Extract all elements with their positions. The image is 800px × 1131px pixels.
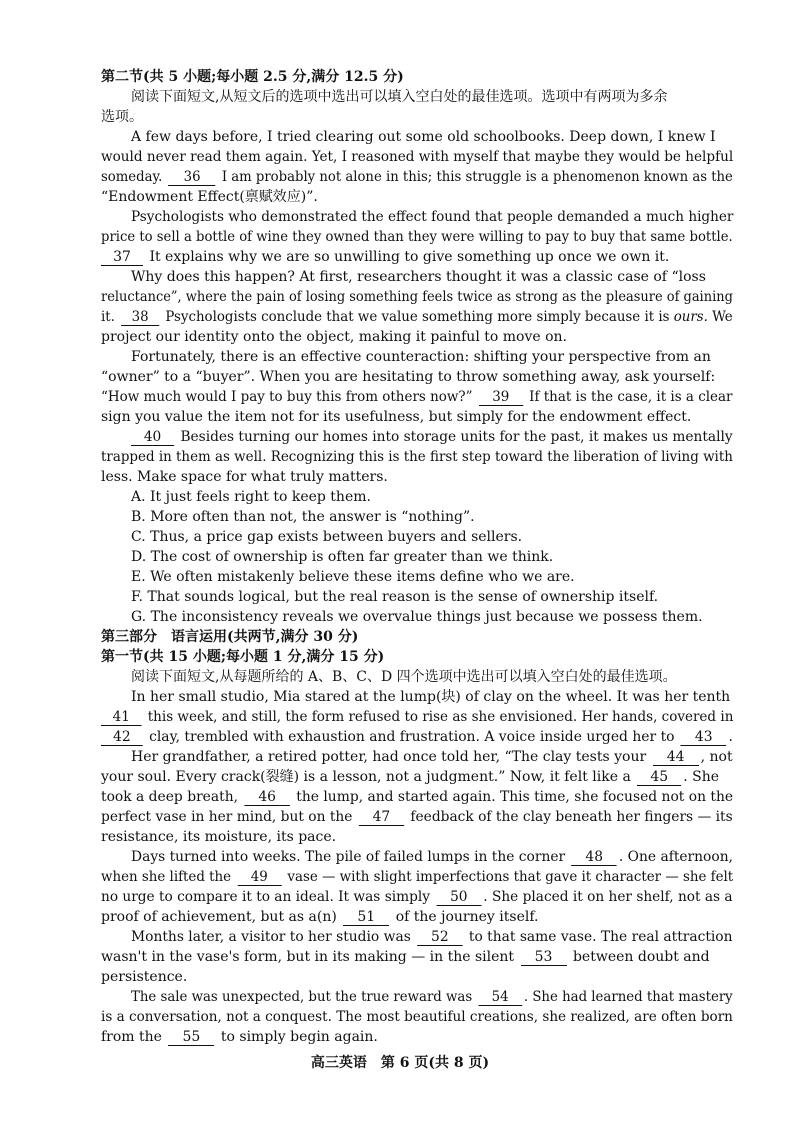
instruction-text: 阅读下面短文,从每题所给的 A、B、C、D 四个选项中选出可以填入空白处的最佳选项。 [131,669,677,685]
answer-blank-51: 51 [343,909,389,926]
section-heading: 第一节(共 15 小题;每小题 1 分,满分 15 分) [101,649,385,665]
answer-blank-37: 37 [101,249,143,266]
passage-line: wasn't in the vase's form, but in its making — in the silent 53 between doubt and [101,949,710,965]
passage-line: no urge to compare it to an ideal. It was simply 50 . She placed it on her shelf, not as a [101,889,733,905]
answer-blank-36: 36 [168,169,215,186]
answer-blank-42: 42 [101,729,143,746]
option-item: G. The inconsistency reveals we overvalue things just because we possess them. [131,609,703,625]
answer-blank-43: 43 [681,729,727,746]
option-item: F. That sounds logical, but the real reason is the sense of ownership itself. [131,589,659,605]
option-item: C. Thus, a price gap exists between buyers and sellers. [131,529,523,545]
passage-line: In her small studio, Mia stared at the lump(块) of clay on the wheel. It was her tenth [131,689,731,705]
passage-line: resistance, its moisture, its pace. [101,829,337,845]
answer-blank-44: 44 [653,749,699,766]
passage-line: 41 this week, and still, the form refused to rise as she envisioned. Her hands, covered in [101,708,733,727]
answer-blank-40: 40 [131,429,174,446]
section-heading: 第二节(共 5 小题;每小题 2.5 分,满分 12.5 分) [101,69,404,85]
passage-line: perfect vase in her mind, but on the 47 feedback of the clay beneath her fingers — its [101,809,733,825]
part-heading: 第三部分 语言运用(共两节,满分 30 分) [101,629,359,645]
answer-blank-48: 48 [572,849,617,866]
passage-line: persistence. [101,969,188,985]
passage-line: The sale was unexpected, but the true reward was 54 . She had learned that mastery [131,989,733,1005]
passage-line: “How much would I pay to buy this from others now?” 39 If that is the case, it is a clear [101,389,733,405]
passage-line: proof of achievement, but as a(n) 51 of the journey itself. [101,909,539,925]
passage-line: Fortunately, there is an effective counteraction: shifting your perspective from an [131,349,711,365]
answer-blank-49: 49 [237,869,281,886]
passage-line: Why does this happen? At first, researchers thought it was a classic case of “loss [131,269,706,285]
passage-line: from the 55 to simply begin again. [101,1029,378,1045]
instruction-text: 选项。 [101,109,143,125]
passage-line: someday. 36 I am probably not alone in this; this struggle is a phenomenon known as the [101,169,733,185]
option-item: D. The cost of ownership is often far greater than we think. [131,549,554,565]
page-footer: 高三英语 第 6 页(共 8 页) [310,1055,490,1071]
answer-blank-45: 45 [637,769,681,786]
answer-blank-46: 46 [244,789,289,806]
passage-line: it. 38 Psychologists conclude that we value something more simply because it is ours. We [101,309,733,325]
passage-line: sign you value the item not for its usefulness, but simply for the endowment effect. [101,409,692,425]
passage-line: when she lifted the 49 vase — with slight imperfections that gave it character — she felt [101,869,734,885]
answer-blank-50: 50 [436,889,481,906]
answer-blank-47: 47 [359,809,404,826]
passage-line: less. Make space for what truly matters. [101,469,388,485]
option-item: B. More often than not, the answer is “nothing”. [131,509,475,525]
passage-line: would never read them again. Yet, I reasoned with myself that maybe they would be helpful [101,149,734,165]
answer-blank-53: 53 [521,949,567,966]
passage-line: price to sell a bottle of wine they owned than they were willing to pay to buy that same bottle. [101,229,733,245]
answer-blank-55: 55 [168,1029,214,1046]
passage-line: Months later, a visitor to her studio was 52 to that same vase. The real attraction [131,929,733,945]
passage-line: your soul. Every crack(裂缝) is a lesson, not a judgment.” Now, it felt like a 45 . She [101,769,720,785]
passage-line: took a deep breath, 46 the lump, and started again. This time, she focused not on the [101,789,734,805]
option-item: E. We often mistakenly believe these items define who we are. [131,569,575,585]
passage-line: 42 clay, trembled with exhaustion and frustration. A voice inside urged her to 43 . [101,728,733,747]
passage-line: reluctance”, where the pain of losing something feels twice as strong as the pleasure of gaining [101,289,733,305]
answer-blank-38: 38 [121,309,159,326]
passage-line: Days turned into weeks. The pile of failed lumps in the corner 48 . One afternoon, [131,849,733,865]
passage-line: project our identity onto the object, making it painful to move on. [101,329,567,345]
passage-line: 37 It explains why we are so unwilling to give something up once we own it. [101,248,669,267]
answer-blank-39: 39 [479,389,523,406]
answer-blank-41: 41 [101,709,142,726]
passage-line: A few days before, I tried clearing out some old schoolbooks. Deep down, I knew I [131,129,716,145]
option-item: A. It just feels right to keep them. [131,489,371,505]
passage-line: 40 Besides turning our homes into storage units for the past, it makes us mentally [131,428,733,447]
instruction-text: 阅读下面短文,从短文后的选项中选出可以填入空白处的最佳选项。选项中有两项为多余 [131,89,668,105]
answer-blank-54: 54 [478,989,522,1006]
passage-line: is a conversation, not a conquest. The most beautiful creations, she realized, are often born [101,1009,733,1025]
passage-line: trapped in them as well. Recognizing this is the first step toward the liberation of living with [101,449,733,465]
answer-blank-52: 52 [417,929,462,946]
passage-line: “Endowment Effect(禀赋效应)”. [101,189,318,205]
passage-line: Psychologists who demonstrated the effect found that people demanded a much higher [131,209,734,225]
passage-line: Her grandfather, a retired potter, had once told her, “The clay tests your 44 , not [131,749,733,765]
passage-line: “owner” to a “buyer”. When you are hesitating to throw something away, ask yourself: [101,369,716,385]
